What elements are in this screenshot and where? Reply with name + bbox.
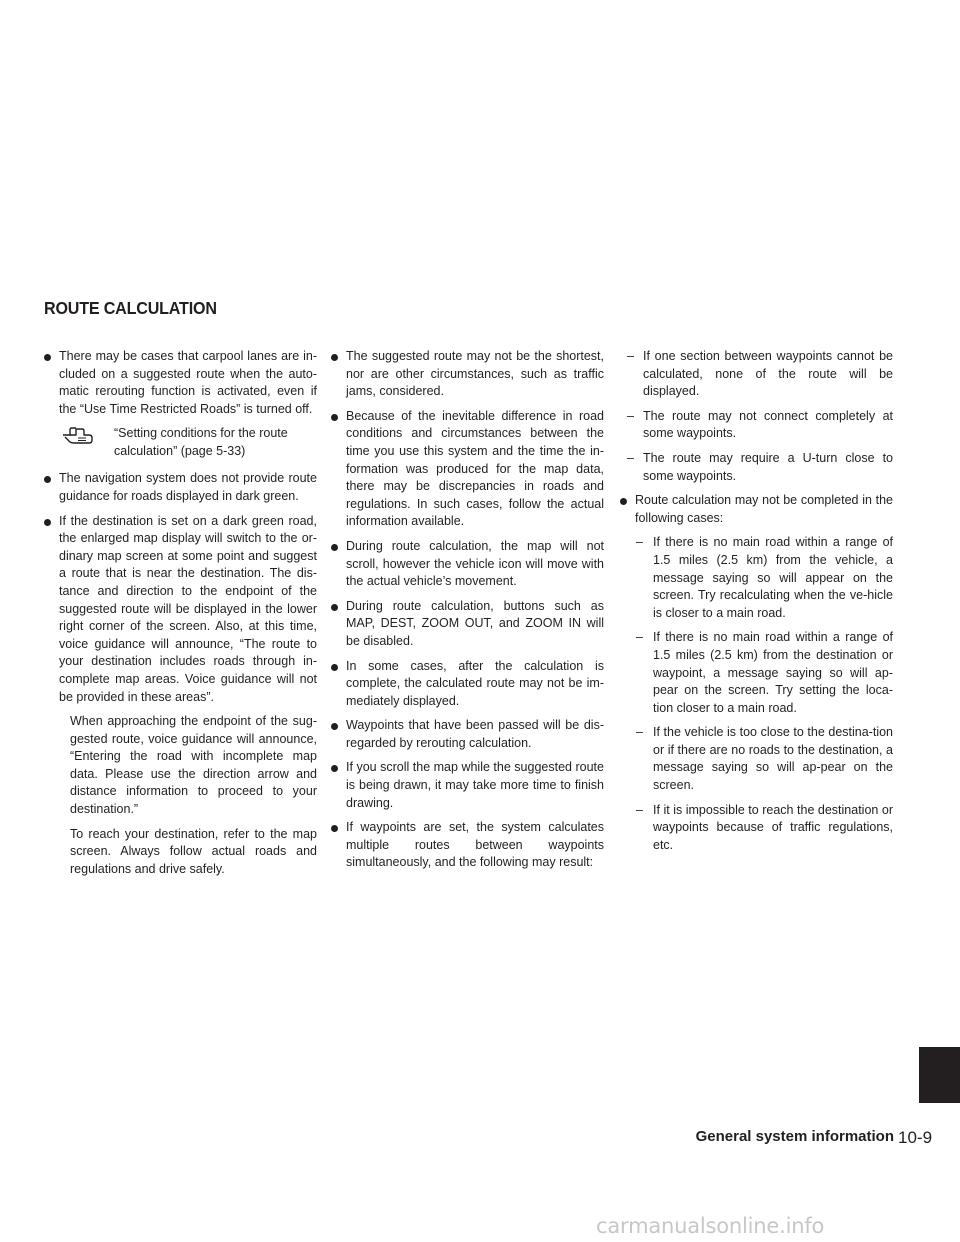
sub-list-item <box>620 408 893 443</box>
list-item <box>44 470 317 505</box>
sub-list-item <box>620 348 893 401</box>
column-2 <box>331 348 604 879</box>
list-item <box>44 513 317 707</box>
sub-list-item-text: If the vehicle is too close to the destina-tion or if there are no roads to the destination, a message saying so will ap-pear on the screen. <box>653 725 893 793</box>
sub-list-item <box>620 534 893 622</box>
sub-list-item-text: If one section between waypoints cannot be calculated, none of the route will be displayed. <box>643 349 893 399</box>
bullet-dot-icon <box>620 498 627 505</box>
list-item-text: The navigation system does not provide route guidance for roads displayed in dark green. <box>59 471 317 503</box>
list-item <box>331 819 604 872</box>
list-item <box>331 538 604 591</box>
list-item-text: During route calculation, the map will not scroll, however the vehicle icon will move with the actual vehicle’s movement. <box>346 538 604 589</box>
dash-marker: – <box>627 450 634 465</box>
cross-reference[interactable] <box>44 425 317 461</box>
sub-list-item-text: The route may require a U-turn close to some waypoints. <box>643 450 893 483</box>
sub-list-item-text: If it is impossible to reach the destination or waypoints because of traffic regulations, etc. <box>653 802 893 852</box>
sub-list-item <box>620 450 893 485</box>
paragraph: When approaching the endpoint of the sug-gested route, voice guidance will announce, “Entering the road with incomplete map data. Please use the direction arrow and distance information to proceed to your destination.” <box>70 714 317 817</box>
dash-marker: – <box>627 349 634 363</box>
bullet-dot-icon <box>331 825 338 832</box>
bullet-dot-icon <box>44 519 51 526</box>
bullet-dot-icon <box>331 354 338 361</box>
dash-marker: – <box>627 408 634 423</box>
list-item-text: There may be cases that carpool lanes are in-cluded on a suggested route when the auto-matic rerouting function is activated, even if the “Use Time Restricted Roads” is turned off. <box>59 349 317 416</box>
bullet-dot-icon <box>331 544 338 551</box>
list-item <box>331 348 604 401</box>
sub-list-item-text: If there is no main road within a range of 1.5 miles (2.5 km) from the destination or waypoint, a message saying so will ap-pear on the screen. Try setting the loca-tion closer to a main road. <box>653 630 893 715</box>
bullet-dot-icon <box>331 765 338 772</box>
bullet-dot-icon <box>331 414 338 421</box>
list-item-text: During route calculation, buttons such as MAP, DEST, ZOOM OUT, and ZOOM IN will be disabled. <box>346 598 604 648</box>
sub-list-item-text: If there is no main road within a range of 1.5 miles (2.5 km) from the vehicle, a message saying so will appear on the screen. Try recalculating when the ve-hicle is closer to a main road. <box>653 535 893 620</box>
sub-list-item <box>620 802 893 855</box>
list-item <box>620 492 893 527</box>
column-3 <box>620 348 893 861</box>
bullet-dot-icon <box>44 354 51 361</box>
bullet-dot-icon <box>331 723 338 730</box>
page-number: 10-9 <box>898 1128 933 1147</box>
pointing-hand-icon <box>62 425 94 447</box>
list-item-text: Because of the inevitable difference in road conditions and circumstances between the time you use this system and the time the in-formation was produced for the map data, there may be discrepancies in roads and regulations. In such cases, follow the actual information available. <box>346 408 604 529</box>
bullet-dot-icon <box>331 664 338 671</box>
section-title: ROUTE CALCULATION <box>44 298 217 318</box>
list-item-text: If the destination is set on a dark green road, the enlarged map display will switch to the or-dinary map screen at some point and suggest a route that is near the destination. The dis-tance and direction to the endpoint of the suggested route will be displayed in the lower right corner of the screen. Also, at this time, voice guidance will announce, “The route to your destination includes roads through in-complete map areas. Voice guidance will not be provided in these areas”. <box>59 513 317 704</box>
watermark: carmanualsonline.info <box>596 1214 825 1238</box>
list-item <box>331 658 604 711</box>
footer-section-label: General system information <box>695 1128 894 1145</box>
bullet-dot-icon <box>331 604 338 611</box>
list-item-text: In some cases, after the calculation is complete, the calculated route may not be im-mediately displayed. <box>346 658 604 708</box>
list-item-text: Waypoints that have been passed will be dis-regarded by rerouting calculation. <box>346 718 604 750</box>
dash-marker: – <box>636 630 643 645</box>
list-item-text: The suggested route may not be the shortest, nor are other circumstances, such as traffic jams, considered. <box>346 349 604 399</box>
dash-marker: – <box>636 725 643 740</box>
list-item <box>331 408 604 531</box>
dash-marker: – <box>636 802 643 817</box>
bullet-dot-icon <box>44 476 51 483</box>
reference-line-2: calculation” (page 5-33) <box>114 443 246 458</box>
column-1 <box>44 348 317 885</box>
sub-list-item <box>620 724 893 794</box>
list-item <box>331 598 604 651</box>
list-item-text: Route calculation may not be completed in the following cases: <box>635 493 893 525</box>
chapter-tab <box>919 1047 960 1103</box>
list-item <box>331 759 604 812</box>
reference-line-1: “Setting conditions for the route <box>114 426 288 441</box>
list-item <box>331 717 604 752</box>
dash-marker: – <box>636 535 643 550</box>
sub-list-item-text: The route may not connect completely at some waypoints. <box>643 408 893 441</box>
sub-list-item <box>620 629 893 717</box>
list-item <box>44 348 317 418</box>
paragraph: To reach your destination, refer to the map screen. Always follow actual roads and regulations and drive safely. <box>70 826 317 876</box>
list-item-text: If you scroll the map while the suggested route is being drawn, it may take more time to finish drawing. <box>346 760 604 810</box>
list-item-text: If waypoints are set, the system calculates multiple routes between waypoints simultaneously, and the following may result: <box>346 820 604 870</box>
